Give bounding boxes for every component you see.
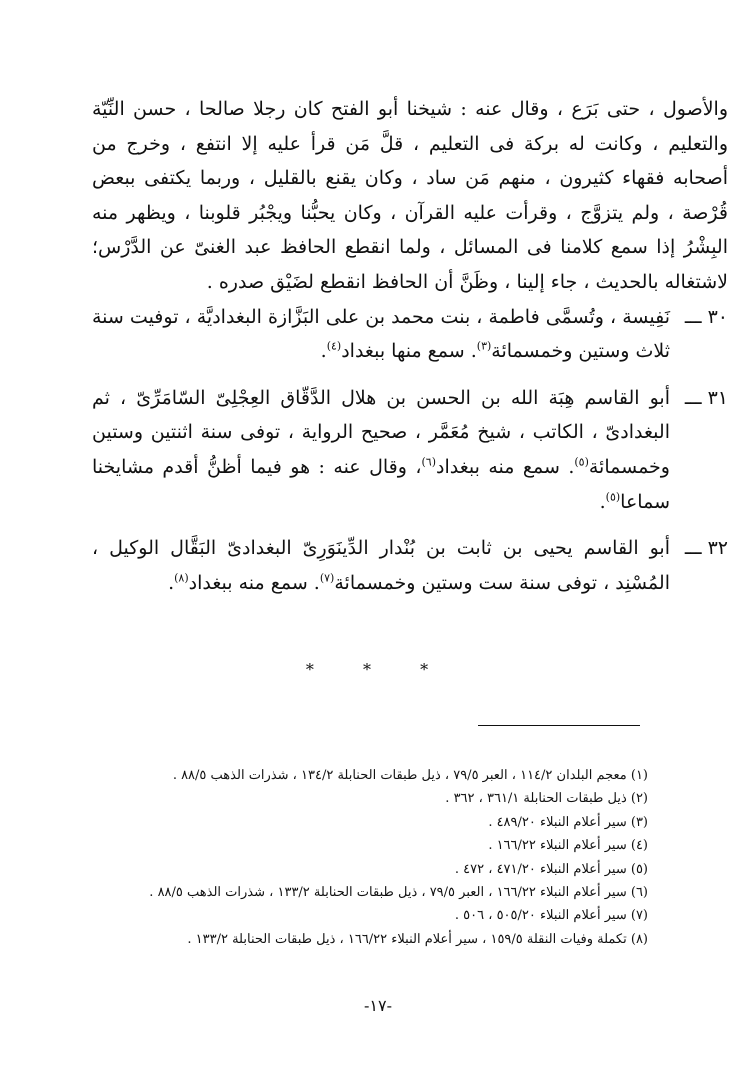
entry-number: ٣٠ ـــ [684, 305, 728, 328]
entry-text-part: . سمع منه ببغداد [436, 455, 575, 478]
footnote-ref: (٦) [421, 455, 436, 469]
footnote-ref: (٥) [574, 455, 589, 469]
footnote: (٢) ذيل طبقات الحنابلة ٣٦١/١ ، ٣٦٢ . [445, 791, 648, 807]
footnote: (٧) سير أعلام النبلاء ٥٠٥/٢٠ ، ٥٠٦ . [454, 908, 648, 924]
footnote: (٤) سير أعلام النبلاء ١٦٦/٢٢ . [488, 838, 648, 854]
footnote-ref: (٨) [174, 571, 189, 585]
entry-number: ٣٢ ـــ [684, 537, 728, 560]
entry-text-part: . سمع منها ببغداد [341, 340, 477, 363]
biography-entry-32 [92, 531, 728, 600]
entry-text-part: أبو القاسم هِبَة الله بن الحسن بن هلال الدَّقّاق العِجْلِىّ السّامَرِّىّ ، ثم البغدادىّ ، الكاتب ، شيخ مُعَمَّر ، صحيح الرواية ، توفى سنة اثنتين وستين وخمسمائة [92, 386, 670, 478]
main-text [92, 92, 728, 612]
biography-entry-30 [92, 300, 728, 369]
entry-text-part: . [320, 340, 327, 363]
intro-paragraph [92, 92, 728, 300]
entry-text-part: . سمع منه ببغداد [188, 571, 320, 594]
footnote: (٣) سير أعلام النبلاء ٤٨٩/٢٠ . [488, 814, 648, 830]
intro-text: والأصول ، حتى بَرَع ، وقال عنه : شيخنا أبو الفتح كان رجلا صالحا ، حسن النِّيّة والتعليم ، وكانت له بركة فى التعليم ، قلَّ مَن قرأ عليه إلا انتفع ، وخرج من أصحابه فقهاء كثيرون ، منهم مَن ساد ، وكان يقنع بالقليل ، وربما يكتفى ببعض قُرْصة ، ولم يتزوَّج ، وقرأت عليه القرآن ، وكان يحبُّنا ويجْبُر قلوبنا ، ويظهر منه البِشْرُ إذا سمع كلامنا فى المسائل ، ولما انقطع الحافظ عبد الغنىّ عن الدَّرْس؛ لاشتغاله بالحديث ، جاء إلينا ، وظَنَّ أن الحافظ انقطع لضَيْق صدره . [92, 98, 728, 293]
entry-text-part: أبو القاسم يحيى بن ثابت بن بُنْدار الدِّينَوَرِىّ البغدادىّ البَقَّال الوكيل ، المُسْنِد ، توفى سنة ست وستين وخمسمائة [92, 537, 670, 594]
footnote-divider [478, 725, 640, 726]
biography-entry-31 [92, 381, 728, 519]
page-number: -١٧- [364, 996, 392, 1015]
footnote: (٨) تكملة وفيات النقلة ١٥٩/٥ ، سير أعلام النبلاء ١٦٦/٢٢ ، ذيل طبقات الحنابلة ١٣٣/٢ . [187, 931, 648, 947]
entry-text-part: ، وقال عنه : هو فيما أظنُّ أقدم مشايخنا سماعا [92, 455, 670, 513]
section-separator: * * * [305, 660, 451, 679]
footnote-ref: (٣) [476, 339, 492, 353]
entry-text [92, 300, 670, 369]
footnote: (٥) سير أعلام النبلاء ٤٧١/٢٠ ، ٤٧٢ . [454, 861, 648, 877]
footnote-ref: (٧) [319, 571, 335, 585]
footnotes [100, 764, 648, 951]
footnote-ref: (٤) [326, 339, 342, 353]
footnote: (٦) سير أعلام النبلاء ١٦٦/٢٢ ، العبر ٧٩/٥ ، ذيل طبقات الحنابلة ١٣٣/٢ ، شذرات الذهب ٨٨/٥ . [149, 885, 648, 901]
entry-text-part: نَفِيسة ، وتُسمَّى فاطمة ، بنت محمد بن على البَزَّازة البغداديَّة ، توفيت سنة ثلاث وستين وخمسمائة [92, 305, 670, 363]
entry-number: ٣١ ـــ [684, 386, 728, 409]
entry-text-part: . [168, 571, 175, 594]
footnote: (١) معجم البلدان ١١٤/٢ ، العبر ٧٩/٥ ، ذيل طبقات الحنابلة ١٣٤/٢ ، شذرات الذهب ٨٨/٥ . [172, 768, 648, 783]
entry-text [92, 531, 670, 600]
entry-text [92, 381, 670, 519]
footnote-ref: (٥) [605, 490, 621, 504]
entry-text-part: . [599, 490, 606, 513]
